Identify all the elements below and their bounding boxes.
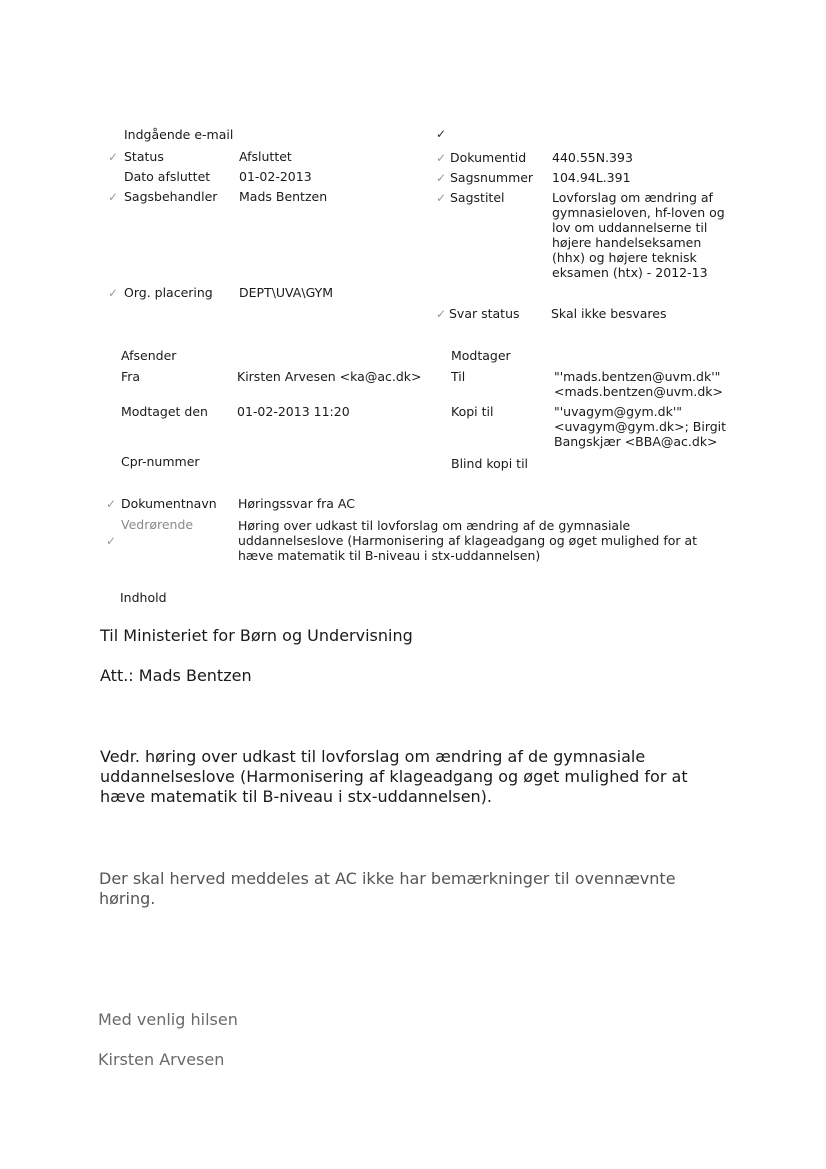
status-value: Afsluttet (239, 149, 292, 164)
dokumentnavn-value: Høringssvar fra AC (238, 496, 355, 511)
kopi-line: "'uvagym@gym.dk'" (554, 404, 683, 419)
letter-attention: Att.: Mads Bentzen (100, 666, 252, 685)
svar-status-label: Svar status (449, 306, 520, 321)
vedrorende-label: Vedrørende (121, 517, 194, 532)
check-icon: ✓ (436, 307, 447, 321)
blind-kopi-label: Blind kopi til (451, 456, 529, 471)
letter-body (99, 869, 676, 909)
subject-line: hæve matematik til B-niveau i stx-uddannelsen). (100, 787, 493, 806)
subject-line: uddannelseslove (Harmonisering af klageadgang og øget mulighed for at (100, 767, 688, 786)
dato-afsluttet-label: Dato afsluttet (124, 169, 211, 184)
vedrorende-line: hæve matematik til B-niveau i stx-uddannelsen) (238, 548, 541, 563)
check-icon: ✓ (436, 151, 447, 165)
sagstitel-line: lov om uddannelserne til (552, 220, 708, 235)
sagstitel-line: eksamen (htx) - 2012-13 (552, 265, 708, 280)
vedrorende-value (238, 518, 697, 563)
vedrorende-line: uddannelseslove (Harmonisering af klageadgang og øget mulighed for at (238, 533, 698, 548)
check-icon: ✓ (436, 127, 447, 141)
til-line: "'mads.bentzen@uvm.dk'" (554, 369, 721, 384)
check-icon: ✓ (106, 497, 117, 511)
sagstitel-line: (hhx) og højere teknisk (552, 250, 697, 265)
check-icon: ✓ (106, 534, 117, 548)
dokumentnavn-label: Dokumentnavn (121, 496, 217, 511)
letter-closing: Med venlig hilsen (98, 1010, 238, 1029)
vedrorende-line: Høring over udkast til lovforslag om ændring af de gymnasiale (238, 518, 631, 533)
body-line: Der skal herved meddeles at AC ikke har bemærkninger til ovennævnte (99, 869, 676, 888)
letter-subject (100, 747, 688, 807)
kopi-value (554, 404, 726, 449)
cpr-label: Cpr-nummer (121, 454, 200, 469)
modtager-heading: Modtager (451, 348, 511, 363)
sagstitel-line: Lovforslag om ændring af (552, 190, 713, 205)
modtaget-value: 01-02-2013 11:20 (237, 404, 350, 419)
til-label: Til (451, 369, 466, 384)
kopi-line: Bangskjær <BBA@ac.dk> (554, 434, 718, 449)
check-icon: ✓ (108, 190, 119, 204)
sagsbehandler-value: Mads Bentzen (239, 189, 328, 204)
check-icon: ✓ (436, 191, 447, 205)
subject-line: Vedr. høring over udkast til lovforslag om ændring af de gymnasiale (100, 747, 646, 766)
check-icon: ✓ (108, 286, 119, 300)
sagstitel-line: højere handelseksamen (552, 235, 702, 250)
letter-recipient: Til Ministeriet for Børn og Undervisning (100, 626, 413, 645)
indhold-label: Indhold (120, 590, 167, 605)
org-placering-value: DEPT\UVA\GYM (239, 285, 334, 300)
kopi-label: Kopi til (451, 404, 494, 419)
sagstitel-label: Sagstitel (450, 190, 505, 205)
org-placering-label: Org. placering (124, 285, 213, 300)
kopi-line: <uvagym@gym.dk>; Birgit (554, 419, 727, 434)
check-icon: ✓ (436, 171, 447, 185)
fra-label: Fra (121, 369, 141, 384)
afsender-heading: Afsender (121, 348, 177, 363)
svar-status-value: Skal ikke besvares (551, 306, 667, 321)
check-icon: ✓ (108, 150, 119, 164)
til-value (554, 369, 723, 399)
body-line: høring. (99, 889, 156, 908)
document-type-title: Indgående e-mail (124, 127, 234, 142)
modtaget-label: Modtaget den (121, 404, 208, 419)
sagsnummer-value: 104.94L.391 (552, 170, 631, 185)
dokumentid-label: Dokumentid (450, 150, 527, 165)
dato-afsluttet-value: 01-02-2013 (239, 169, 312, 184)
til-line: <mads.bentzen@uvm.dk> (554, 384, 723, 399)
sagsbehandler-label: Sagsbehandler (124, 189, 218, 204)
dokumentid-value: 440.55N.393 (552, 150, 633, 165)
sagstitel-value (552, 190, 725, 280)
status-label: Status (124, 149, 164, 164)
letter-signature: Kirsten Arvesen (98, 1050, 225, 1069)
fra-value: Kirsten Arvesen <ka@ac.dk> (237, 369, 422, 384)
sagsnummer-label: Sagsnummer (450, 170, 534, 185)
sagstitel-line: gymnasieloven, hf-loven og (552, 205, 725, 220)
